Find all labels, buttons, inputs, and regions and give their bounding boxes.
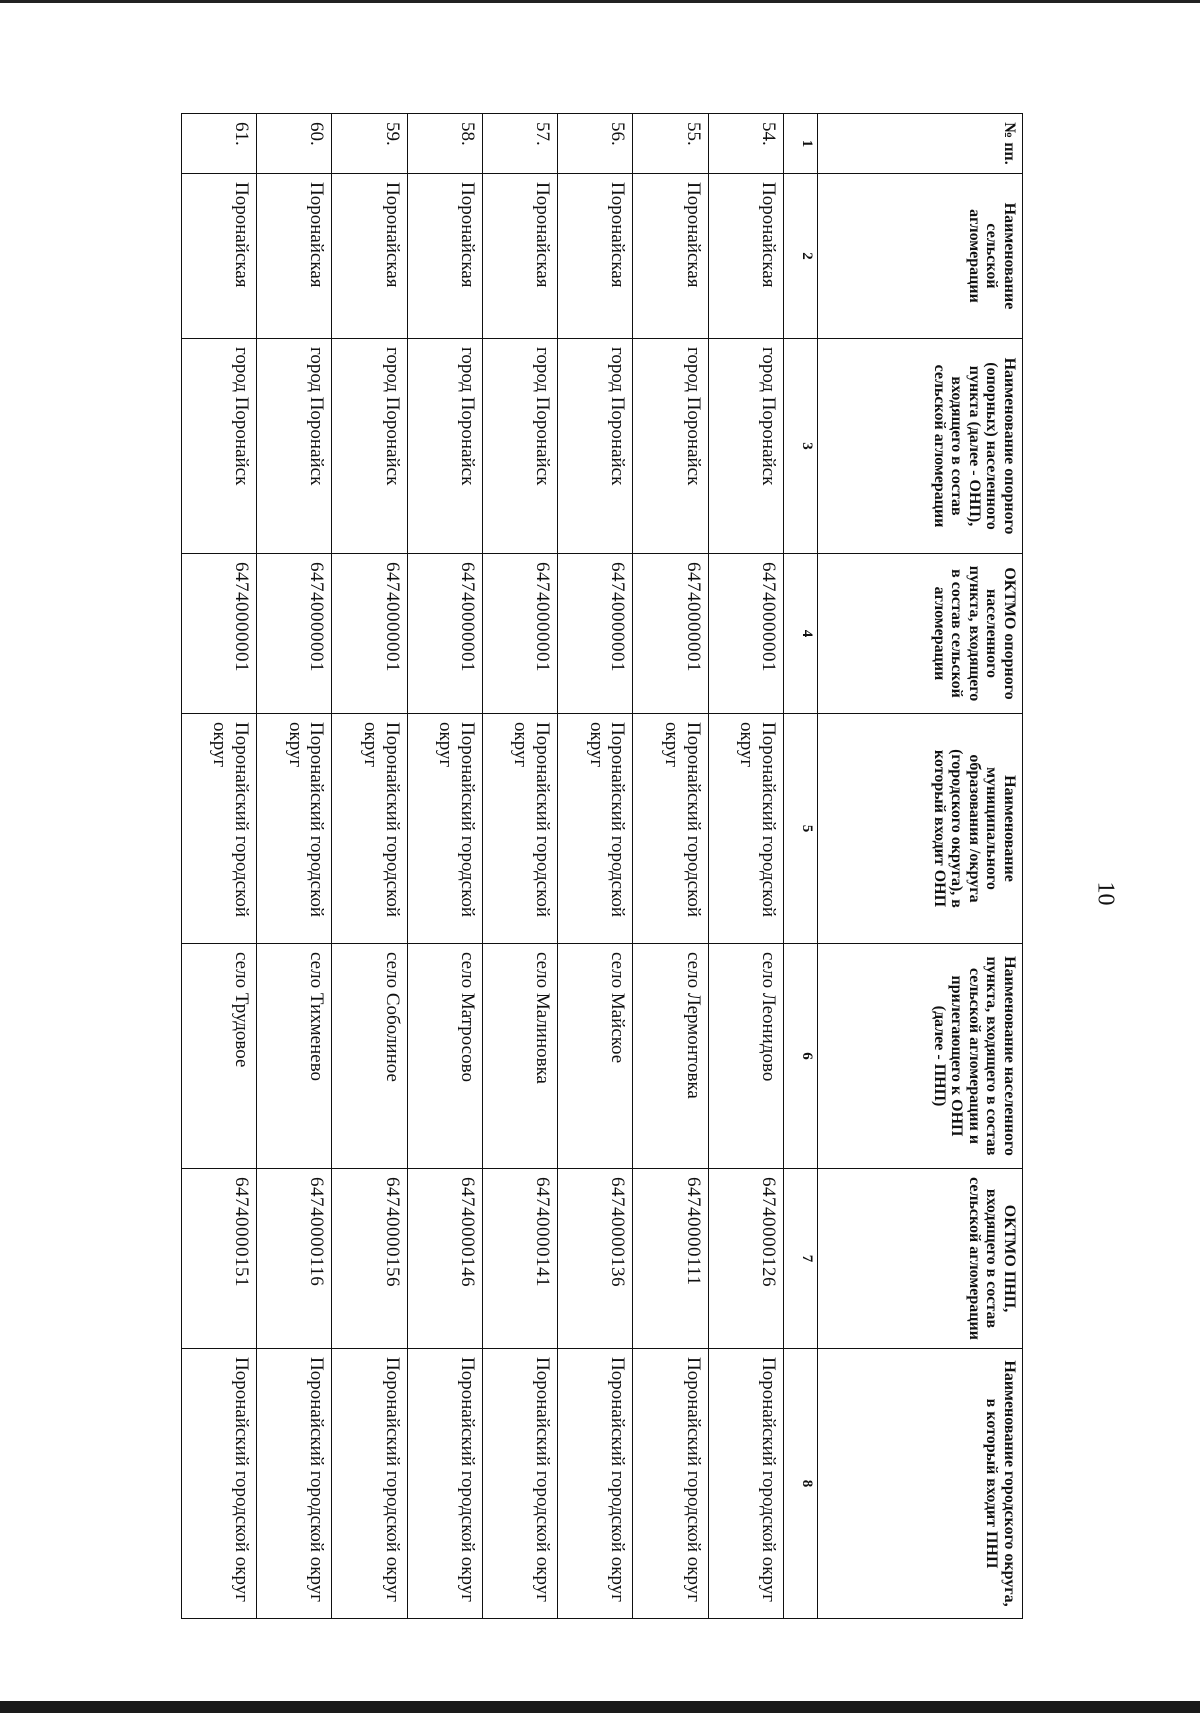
table-cell: город Поронайск <box>257 339 332 554</box>
table-cell: Поронайский городской округ <box>708 714 783 944</box>
table-cell: Поронайский городской округ <box>633 714 708 944</box>
header-cell: Наименование населенного пункта, входящего в состав сельской агломерации и прилегающего к ОНП (далее - ПНП) <box>818 944 1023 1169</box>
table-row <box>332 114 407 1619</box>
table-cell: Поронайский городской округ <box>182 1349 257 1619</box>
header-cell: ОКТМО ПНП, входящего в состав сельской агломерации <box>818 1169 1023 1349</box>
table-cell: Поронайская <box>708 174 783 339</box>
table-row <box>708 114 783 1619</box>
table-cell: село Трудовое <box>182 944 257 1169</box>
table-cell: 64740000116 <box>257 1169 332 1349</box>
table-cell: Поронайский городской округ <box>257 714 332 944</box>
table-cell: 58. <box>407 114 482 174</box>
table-cell: село Тихменево <box>257 944 332 1169</box>
table-cell: Поронайский городской округ <box>558 714 633 944</box>
table-cell: 60. <box>257 114 332 174</box>
table-cell: 64740000126 <box>708 1169 783 1349</box>
table-cell: город Поронайск <box>182 339 257 554</box>
rotated-table-container <box>181 113 1023 1618</box>
table-row <box>182 114 257 1619</box>
table-cell: 64740000001 <box>558 554 633 714</box>
column-number: 2 <box>784 174 818 339</box>
table-cell: Поронайский городской округ <box>332 1349 407 1619</box>
table-cell: 64740000001 <box>633 554 708 714</box>
table-cell: 64740000001 <box>257 554 332 714</box>
table-cell: город Поронайск <box>332 339 407 554</box>
table-cell: Поронайская <box>558 174 633 339</box>
table-cell: Поронайский городской округ <box>407 714 482 944</box>
column-number: 7 <box>784 1169 818 1349</box>
table-cell: 64740000141 <box>483 1169 558 1349</box>
table-cell: Поронайская <box>407 174 482 339</box>
table-cell: Поронайский городской округ <box>407 1349 482 1619</box>
table-cell: село Соболиное <box>332 944 407 1169</box>
table-cell: город Поронайск <box>558 339 633 554</box>
scan-edge-bottom <box>0 1701 1200 1713</box>
table-cell: село Малиновка <box>483 944 558 1169</box>
table-row <box>257 114 332 1619</box>
column-number: 5 <box>784 714 818 944</box>
column-number-row <box>784 114 818 1619</box>
table-cell: 55. <box>633 114 708 174</box>
header-cell: Наименование городского округа, в который входит ПНП <box>818 1349 1023 1619</box>
header-cell: Наименование сельской агломерации <box>818 174 1023 339</box>
table-cell: Поронайский городской округ <box>483 714 558 944</box>
table-cell: 64740000156 <box>332 1169 407 1349</box>
table-cell: Поронайский городской округ <box>257 1349 332 1619</box>
table-cell: Поронайский городской округ <box>708 1349 783 1619</box>
header-row <box>818 114 1023 1619</box>
table-row <box>407 114 482 1619</box>
table-cell: город Поронайск <box>708 339 783 554</box>
table-cell: 64740000001 <box>708 554 783 714</box>
header-cell: Наименование муниципального образования /округа (городского округа), в который входит ОНП <box>818 714 1023 944</box>
table-cell: 64740000136 <box>558 1169 633 1349</box>
page-number: 10 <box>1092 881 1119 906</box>
table-cell: 59. <box>332 114 407 174</box>
table-row <box>633 114 708 1619</box>
header-cell: Наименование опорного (опорных) населенного пункта (далее - ОНП), входящего в состав сельской агломерации <box>818 339 1023 554</box>
table-cell: 64740000151 <box>182 1169 257 1349</box>
table-cell: Поронайский городской округ <box>633 1349 708 1619</box>
table-cell: село Майское <box>558 944 633 1169</box>
table-cell: 64740000001 <box>407 554 482 714</box>
table-cell: 54. <box>708 114 783 174</box>
table-cell: 64740000111 <box>633 1169 708 1349</box>
table-cell: Поронайский городской округ <box>182 714 257 944</box>
table-cell: город Поронайск <box>483 339 558 554</box>
header-cell: № пп. <box>818 114 1023 174</box>
table-cell: 61. <box>182 114 257 174</box>
column-number: 6 <box>784 944 818 1169</box>
scan-edge-top <box>0 0 1200 3</box>
table-cell: 64740000001 <box>332 554 407 714</box>
table-cell: Поронайская <box>257 174 332 339</box>
table-row <box>558 114 633 1619</box>
table-cell: 64740000001 <box>182 554 257 714</box>
column-number: 8 <box>784 1349 818 1619</box>
table-cell: село Матросово <box>407 944 482 1169</box>
table-cell: 57. <box>483 114 558 174</box>
table-cell: 64740000001 <box>483 554 558 714</box>
table-cell: 64740000146 <box>407 1169 482 1349</box>
table-cell: Поронайская <box>483 174 558 339</box>
table-cell: село Леонидово <box>708 944 783 1169</box>
table-cell: Поронайский городской округ <box>558 1349 633 1619</box>
table-cell: Поронайский городской округ <box>332 714 407 944</box>
table-cell: Поронайская <box>332 174 407 339</box>
column-number: 3 <box>784 339 818 554</box>
table-row <box>483 114 558 1619</box>
table-cell: город Поронайск <box>407 339 482 554</box>
column-number: 4 <box>784 554 818 714</box>
table-cell: Поронайская <box>182 174 257 339</box>
header-cell: ОКТМО опорного населенного пункта, входящего в состав сельской агломерации <box>818 554 1023 714</box>
agglomeration-table <box>181 113 1023 1619</box>
table-cell: Поронайский городской округ <box>483 1349 558 1619</box>
table-body <box>182 114 784 1619</box>
table-cell: город Поронайск <box>633 339 708 554</box>
table-cell: Поронайская <box>633 174 708 339</box>
column-number: 1 <box>784 114 818 174</box>
table-cell: село Лермонтовка <box>633 944 708 1169</box>
table-cell: 56. <box>558 114 633 174</box>
